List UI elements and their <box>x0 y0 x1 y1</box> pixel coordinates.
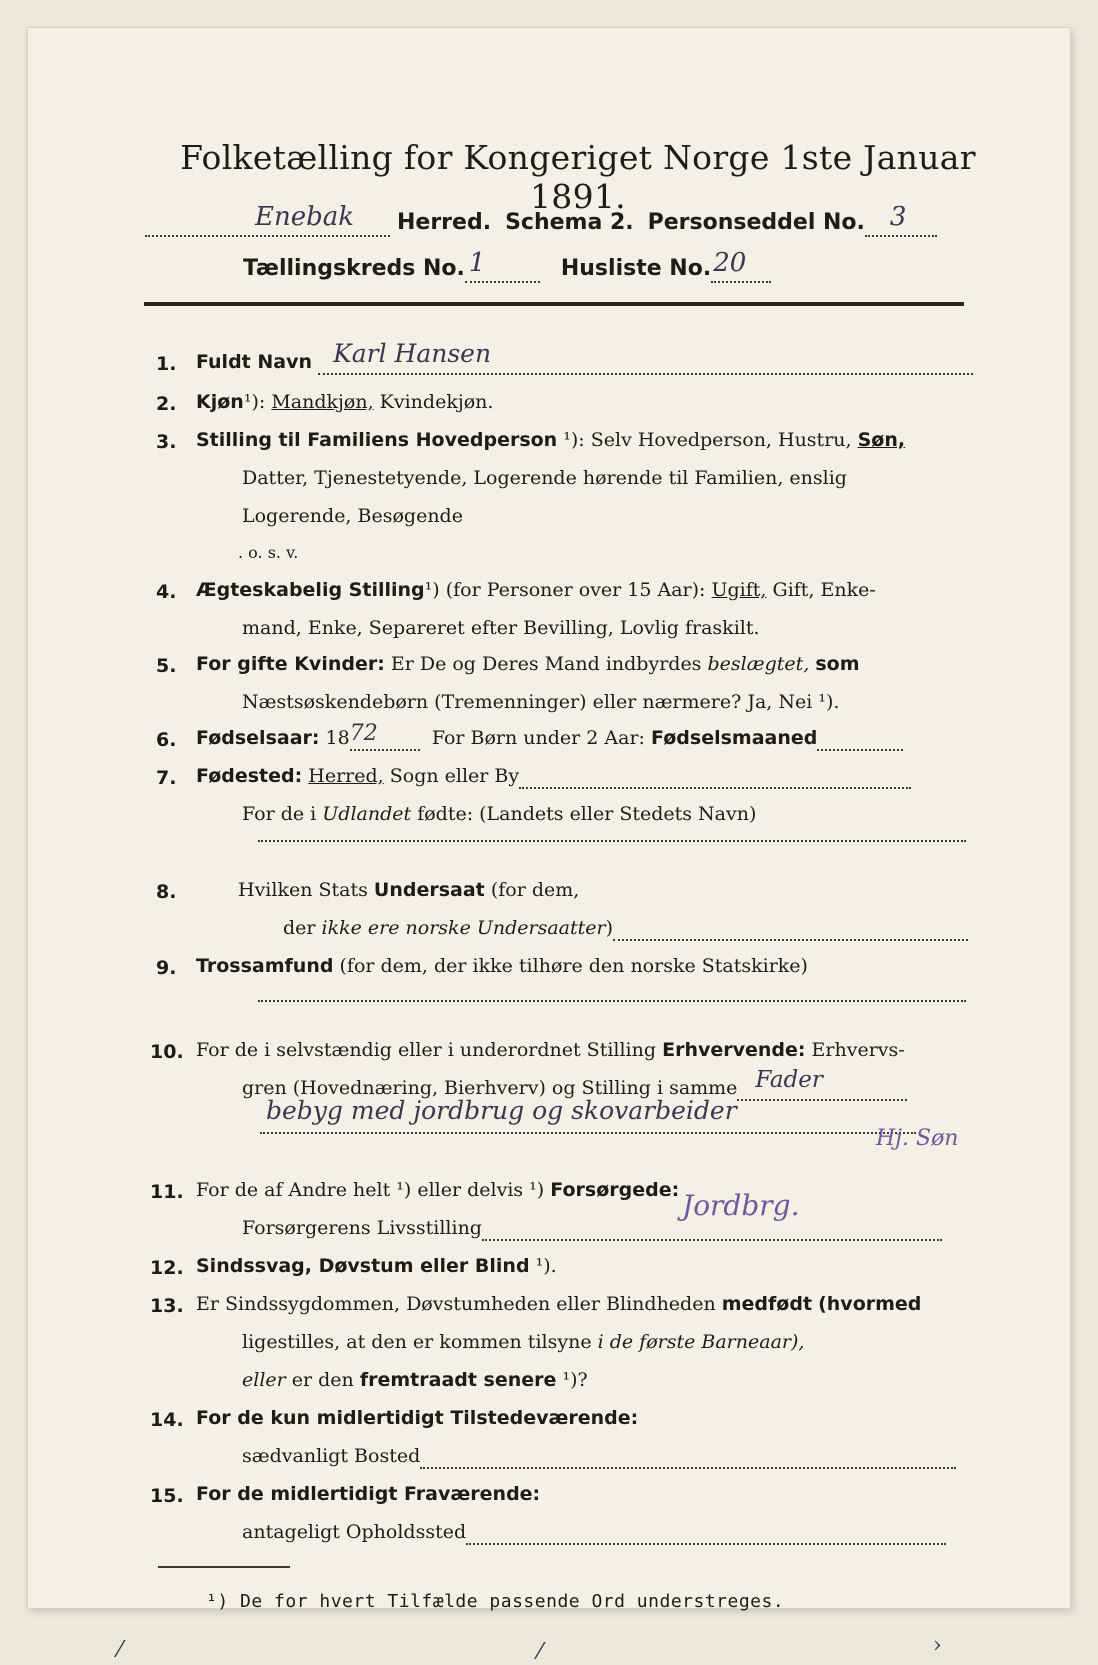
birthplace-herred: Herred, <box>308 765 384 787</box>
item-3-line-4: . o. s. v. <box>238 543 299 562</box>
item-4-line-2: mand, Enke, Separeret efter Bevilling, Lovlig fraskilt. <box>242 617 760 639</box>
supported-prefix: For de af Andre helt ¹) eller delvis ¹) <box>196 1179 545 1201</box>
occupation-continued: Erhvervs- <box>811 1039 905 1061</box>
presumed-residence-label: antageligt Opholdssted <box>242 1521 467 1543</box>
citizenship-italic: ikke ere norske Undersaatter <box>321 917 606 939</box>
item-number-8: 8. <box>156 881 177 903</box>
family-position-label: Stilling til Familiens Hovedperson <box>196 429 558 451</box>
birth-year-field <box>349 721 420 751</box>
occupation-handwritten-2: bebyg med jordbrug og skovarbeider <box>266 1096 737 1125</box>
item-3-line-2: Datter, Tjenestetyende, Logerende hørende til Familien, enslig <box>242 467 847 489</box>
krets-row <box>243 248 771 283</box>
family-position-options: Selv Hovedperson, Hustru, <box>590 429 852 451</box>
personseddel-handwritten: 3 <box>889 202 907 232</box>
personseddel-label: Personseddel No. <box>647 210 865 235</box>
citizenship-der: der <box>283 917 316 939</box>
congenital-later-label: fremtraadt senere <box>359 1369 557 1391</box>
sex-footnote: ¹): <box>243 391 266 413</box>
citizenship-label: Undersaat <box>373 879 485 901</box>
item-number-1: 1. <box>156 353 177 375</box>
item-11 <box>196 1179 679 1201</box>
occupation-field-1 <box>737 1067 907 1101</box>
disability-label: Sindssvag, Døvstum eller Blind <box>196 1255 530 1277</box>
married-women-som: som <box>815 653 860 675</box>
birthplace-field <box>519 765 911 789</box>
congenital-line-2: ligestilles, at den er kommen tilsyne <box>242 1331 592 1353</box>
item-5 <box>196 653 860 675</box>
item-2 <box>196 391 493 413</box>
occupation-handwritten-3: Hj. Søn <box>876 1126 959 1151</box>
item-number-4: 4. <box>156 581 177 603</box>
married-women-related: beslægtet, <box>707 653 810 675</box>
husliste-label: Husliste No. <box>560 256 712 281</box>
herred-row <box>145 202 965 237</box>
item-3 <box>196 429 905 451</box>
item-number-11: 11. <box>150 1181 184 1203</box>
item-9 <box>196 955 966 977</box>
congenital-footnote: ¹)? <box>562 1369 588 1391</box>
pencil-mark-center: ⁄ <box>538 1640 542 1665</box>
item-14-line-2 <box>242 1445 968 1469</box>
occupation-branch: gren (Hovednæring, Bierhverv) og Stilling i samme <box>242 1077 738 1099</box>
married-women-label: For gifte Kvinder: <box>196 653 385 675</box>
birth-year-prefix: 18 <box>325 727 350 749</box>
item-number-15: 15. <box>150 1485 184 1507</box>
married-women-question: Er De og Deres Mand indbyrdes <box>390 653 702 675</box>
item-14: For de kun midlertidigt Tilstedeværende: <box>196 1407 639 1429</box>
item-13 <box>196 1293 921 1315</box>
item-3-osv: o. s. v. <box>248 543 299 562</box>
congenital-italic: i de første Barneaar), <box>597 1331 805 1353</box>
herred-field <box>145 202 390 237</box>
item-number-9: 9. <box>156 957 177 979</box>
item-number-6: 6. <box>156 729 177 751</box>
usual-residence-field <box>420 1445 956 1469</box>
birth-year-label: Fødselsaar: <box>196 727 320 749</box>
birth-month-field <box>817 727 903 751</box>
item-8 <box>238 879 579 901</box>
occupation-prefix: For de i selvstændig eller i underordnet Stilling <box>196 1039 657 1061</box>
item-7 <box>196 765 966 789</box>
abroad-prefix: For de i <box>242 803 317 825</box>
marital-options-rest: Gift, Enke- <box>772 579 876 601</box>
congenital-label: medfødt <box>721 1293 813 1315</box>
presumed-residence-field <box>466 1521 946 1545</box>
usual-residence-label: sædvanligt Bosted <box>242 1445 421 1467</box>
header-divider <box>144 302 964 306</box>
religion-note: (for dem, der ikke tilhøre den norske Statskirke) <box>339 955 808 977</box>
item-13-line-2 <box>242 1331 804 1353</box>
marital-option-ugift: Ugift, <box>711 579 767 601</box>
congenital-question: Er Sindssygdommen, Døvstumheden eller Blindheden <box>196 1293 716 1315</box>
marital-status-note: ¹) (for Personer over 15 Aar): <box>424 579 706 601</box>
item-15: For de midlertidigt Fraværende: <box>196 1483 541 1505</box>
occupation-label: Erhvervende: <box>662 1039 806 1061</box>
sex-label: Kjøn <box>196 391 244 413</box>
herred-label: Herred. <box>397 210 492 235</box>
item-12 <box>196 1255 557 1277</box>
item-1 <box>196 339 966 375</box>
citizenship-field <box>613 917 968 941</box>
occupation-handwritten-1: Fader <box>755 1067 823 1093</box>
sex-option-male: Mandkjøn, <box>271 391 374 413</box>
occupation-field-2 <box>260 1132 916 1134</box>
full-name-field <box>318 339 973 375</box>
item-number-7: 7. <box>156 767 177 789</box>
supported-label: Forsørgede: <box>550 1179 680 1201</box>
item-5-line-2: Næstsøskendebørn (Tremenninger) eller nærmere? Ja, Nei ¹). <box>242 691 840 713</box>
item-3-line-3: Logerende, Besøgende <box>242 505 463 527</box>
footnote-rule <box>158 1566 290 1568</box>
citizenship-prefix: Hvilken Stats <box>238 879 368 901</box>
item-9-blank-line <box>258 1000 966 1002</box>
full-name-handwritten: Karl Hansen <box>333 339 492 368</box>
birthplace-label: Fødested: <box>196 765 303 787</box>
disability-footnote: ¹). <box>535 1255 557 1277</box>
birth-month-note: For Børn under 2 Aar: <box>431 727 645 749</box>
item-number-10: 10. <box>150 1041 184 1063</box>
family-position-son: Søn, <box>857 429 906 451</box>
pencil-mark-left: ⁄ <box>118 1638 122 1663</box>
krets-handwritten: 1 <box>468 248 486 278</box>
marital-status-label: Ægteskabelig Stilling <box>196 579 425 601</box>
provider-occupation-label: Forsørgerens Livsstilling <box>242 1217 482 1239</box>
congenital-er-den: er den <box>291 1369 354 1391</box>
item-number-3: 3. <box>156 431 177 453</box>
item-8-line-2: der ikke ere norske Undersaatter) <box>283 917 966 941</box>
family-position-footnote: ¹): <box>563 429 585 451</box>
abroad-italic: Udlandet <box>322 803 412 825</box>
provider-occupation-handwritten: Jordbrg. <box>681 1189 800 1222</box>
congenital-continued: (hvormed <box>818 1293 922 1315</box>
sex-option-female: Kvindekjøn. <box>379 391 494 413</box>
congenital-eller: eller <box>242 1369 286 1391</box>
citizenship-note: (for dem, <box>490 879 580 901</box>
pencil-mark-right: › <box>933 1633 942 1658</box>
item-4 <box>196 579 876 601</box>
birth-year-handwritten: 72 <box>349 721 378 746</box>
item-number-2: 2. <box>156 393 177 415</box>
form-title: Folketælling for Kongeriget Norge 1ste Januar 1891. <box>180 138 976 216</box>
krets-label: Tællingskreds No. <box>243 256 465 281</box>
herred-handwritten: Enebak <box>255 202 355 232</box>
item-15-line-2 <box>242 1521 968 1545</box>
item-number-13: 13. <box>150 1295 184 1317</box>
schema-label: Schema 2. <box>505 210 634 235</box>
item-7-line-2 <box>242 803 756 825</box>
census-form-page <box>28 28 1070 1665</box>
birth-month-label: Fødselsmaaned <box>651 727 818 749</box>
item-10 <box>196 1039 905 1061</box>
personseddel-field <box>865 202 937 237</box>
item-number-12: 12. <box>150 1257 184 1279</box>
husliste-handwritten: 20 <box>713 248 747 278</box>
full-name-label: Fuldt Navn <box>196 351 313 373</box>
birthplace-options: Sogn eller By <box>389 765 520 787</box>
item-13-line-3 <box>242 1369 588 1391</box>
item-6 <box>196 721 966 751</box>
husliste-field <box>711 248 771 283</box>
abroad-text: fødte: (Landets eller Stedets Navn) <box>417 803 757 825</box>
krets-field <box>465 248 540 283</box>
item-7-blank-line <box>258 840 966 842</box>
item-number-14: 14. <box>150 1409 184 1431</box>
footnote: ¹) De for hvert Tilfælde passende Ord understreges. <box>206 1591 785 1612</box>
religion-label: Trossamfund <box>196 955 334 977</box>
item-number-5: 5. <box>156 655 177 677</box>
